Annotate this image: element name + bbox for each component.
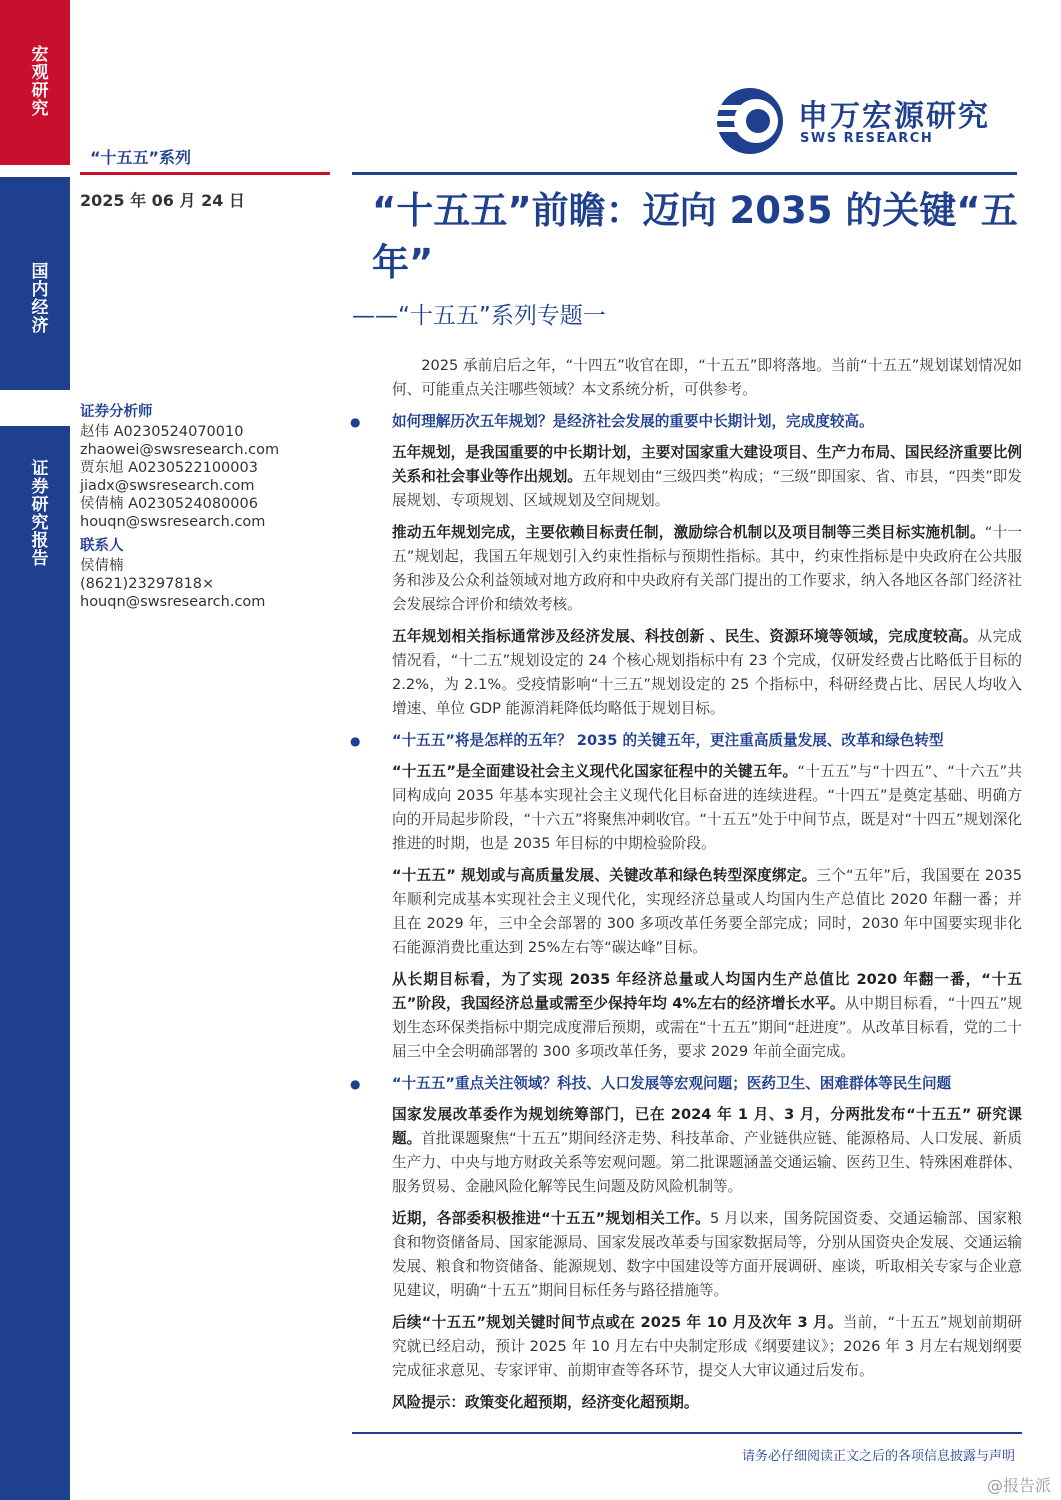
logo-text-cn: 申万宏源研究	[798, 99, 990, 134]
paragraph-text: 5 月以来，国务院国资委、交通运输部、国家粮食和物资储备局、国家能源局、国家发展改革委与国家数据局等，分别从国资央企发展、交通运输发展、粮食和物资储备、能源规划、数字中国建设等方面开展调研、座谈，听取相关专家与企业意见建议，明确“十五五”期间目标任务与路径措施等。	[392, 1210, 1022, 1299]
paragraph	[392, 760, 1022, 856]
contact-line: (8621)23297818×	[80, 576, 215, 592]
paragraph-lead: 五年规划，是我国重要的中长期计划，主要对国家重大建设项目、生产力布局、国民经济重要比例关系和社会事业等作出规划。	[392, 444, 1022, 485]
bullet-text: 如何理解历次五年规划？是经济社会发展的重要中长期计划，完成度较高。	[392, 413, 874, 430]
paragraph	[392, 1311, 1022, 1383]
paragraph-text: “十一五”规划起，我国五年规划引入约束性指标与预期性指标。其中，约束性指标是中央政府在公共服务和涉及公众利益领域对地方政府和中央政府有关部门提出的工作要求，纳入各地区各部门经济社会发展综合评价和绩效考核。	[392, 524, 1022, 613]
risk-warning: 风险提示：政策变化超预期，经济变化超预期。	[392, 1394, 699, 1411]
paragraph	[392, 625, 1022, 721]
analyst-line: jiadx@swsresearch.com	[80, 478, 255, 494]
paragraph-lead: “十五五”是全面建设社会主义现代化国家征程中的关键五年。	[392, 763, 798, 780]
sidebar-label-macro: 宏观研究	[27, 45, 48, 117]
paragraph-text: 从中期目标看，“十四五”规划生态环保类指标中期完成度滞后预期，或需在“十五五”期间“赶进度”。从改革目标看，党的二十届三中全会明确部署的 300 多项改革任务，要求 2029 年前全面完成。	[392, 995, 1022, 1060]
analyst-line: 赵伟 A0230524070010	[80, 424, 244, 440]
sidebar-label-domestic: 国内经济	[27, 262, 48, 334]
paragraph-lead: 近期，各部委积极推进“十五五”规划相关工作。	[392, 1210, 710, 1227]
analyst-line: zhaowei@swsresearch.com	[80, 442, 280, 458]
sidebar-gap	[0, 390, 70, 426]
section-bullet	[350, 410, 1022, 434]
report-subtitle: ——“十五五”系列专题一	[352, 303, 606, 329]
header-divider-red	[80, 172, 330, 175]
bullet-text: “十五五”重点关注领域？科技、人口发展等宏观问题；医药卫生、困难群体等民生问题	[392, 1075, 952, 1092]
header-divider-blue	[352, 172, 1017, 175]
logo-emblem-icon	[712, 85, 792, 157]
paragraph-lead: 从长期目标看，为了实现 2035 年经济总量或人均国内生产总值比 2020 年翻一番，“十五五”阶段，我国经济总量或需至少保持年均 4%左右的经济增长水平。	[392, 971, 1022, 1012]
sidebar-gap	[0, 165, 70, 177]
contact-line: houqn@swsresearch.com	[80, 594, 266, 610]
sidebar-label-report: 证券研究报告	[27, 459, 48, 567]
sidebar-red-block	[0, 0, 70, 165]
analyst-panel	[80, 403, 350, 611]
bullet-dot-icon: ●	[350, 1077, 361, 1091]
bullet-dot-icon: ●	[350, 415, 361, 429]
footer-divider	[352, 1432, 1022, 1434]
paragraph-lead: “十五五” 规划或与高质量发展、关键改革和绿色转型深度绑定。	[392, 867, 817, 884]
section-bullet	[350, 729, 1022, 753]
report-title: “十五五”前瞻：迈向 2035 的关键“五年”	[372, 189, 1018, 284]
paragraph	[392, 864, 1022, 960]
paragraph-text: 首批课题聚焦“十五五”期间经济走势、科技革命、产业链供应链、能源格局、人口发展、新质生产力、中央与地方财政关系等宏观问题。第二批课题涵盖交通运输、医药卫生、特殊困难群体、服务贸易、金融风险化解等民生问题及防风险机制等。	[392, 1130, 1022, 1195]
sidebar-blue-block	[0, 426, 70, 1500]
logo-text-en: SWS RESEARCH	[800, 131, 934, 146]
analyst-heading: 证券分析师	[80, 404, 153, 420]
paragraph	[392, 968, 1022, 1064]
paragraph-text: 当前，“十五五”规划前期研究就已经启动，预计 2025 年 10 月左右中央制定形成《纲要建议》；2026 年 3 月左右规划纲要完成征求意见、专家评审、前期审查等各环节，提交人大审议通过后发布。	[392, 1314, 1022, 1379]
paragraph-lead: 推动五年规划完成，主要依赖目标责任制，激励综合机制以及项目制等三类目标实施机制。	[392, 524, 985, 541]
watermark: @报告派	[986, 1476, 1051, 1495]
company-logo	[712, 85, 1022, 157]
series-label: “十五五”系列	[90, 148, 192, 167]
report-date: 2025 年 06 月 24 日	[80, 191, 245, 210]
paragraph-text: 五年规划由“三级四类”构成；“三级”即国家、省、市县，“四类”即发展规划、专项规划、区域规划及空间规划。	[392, 468, 1022, 509]
contact-line: 侯倩楠	[80, 558, 124, 574]
sidebar-blue-block	[0, 177, 70, 390]
footer-disclaimer: 请务必仔细阅读正文之后的各项信息披露与声明	[741, 1449, 1015, 1464]
analyst-line: houqn@swsresearch.com	[80, 514, 266, 530]
paragraph	[392, 441, 1022, 513]
contact-heading: 联系人	[80, 538, 124, 554]
paragraph-lead: 后续“十五五”规划关键时间节点或在 2025 年 10 月及次年 3 月。	[392, 1314, 843, 1331]
bullet-dot-icon: ●	[350, 734, 361, 748]
paragraph-text: 从完成情况看，“十二五”规划设定的 24 个核心规划指标中有 23 个完成，仅研发经费占比略低于目标的 2.2%，为 2.1%。受疫情影响“十三五”规划设定的 25 个指标中，科研经费占比、居民人均收入增速、单位 GDP 能源消耗降低均略低于规划目标。	[392, 628, 1022, 717]
analyst-line: 侯倩楠 A0230524080006	[80, 496, 258, 512]
analyst-line: 贾东旭 A0230522100003	[80, 460, 258, 476]
report-body	[350, 354, 1022, 1423]
paragraph	[392, 521, 1022, 617]
section-bullet	[350, 1072, 1022, 1096]
paragraph-text: “十五五”与“十四五”、“十六五”共同构成向 2035 年基本实现社会主义现代化目标奋进的连续进程。“十四五”是奠定基础、明确方向的开局起步阶段，“十六五”将聚焦冲刺收官。“十五五”处于中间节点，既是对“十四五”规划深化推进的时期，也是 2035 年目标的中期检验阶段。	[392, 763, 1022, 852]
paragraph	[392, 1103, 1022, 1199]
paragraph	[392, 1207, 1022, 1303]
bullet-text: “十五五”将是怎样的五年？ 2035 的关键五年，更注重高质量发展、改革和绿色转型	[392, 732, 944, 749]
paragraph-lead: 五年规划相关指标通常涉及经济发展、科技创新 、民生、资源环境等领域，完成度较高。	[392, 628, 978, 645]
paragraph-lead: 国家发展改革委作为规划统筹部门，已在 2024 年 1 月、3 月，分两批发布“十五五” 研究课题。	[392, 1106, 1022, 1147]
intro-paragraph: 2025 承前启后之年，“十四五”收官在即，“十五五”即将落地。当前“十五五”规划谋划情况如何、可能重点关注哪些领域？本文系统分析，可供参考。	[392, 357, 1022, 398]
paragraph-text: 三个“五年”后，我国要在 2035 年顺利完成基本实现社会主义现代化，实现经济总量或人均国内生产总值比 2020 年翻一番；并且在 2029 年，三中全会部署的 300 多项改革任务要全部完成；同时，2030 年中国要实现非化石能源消费比重达到 25%左右等“碳达峰”目标。	[392, 867, 1022, 956]
